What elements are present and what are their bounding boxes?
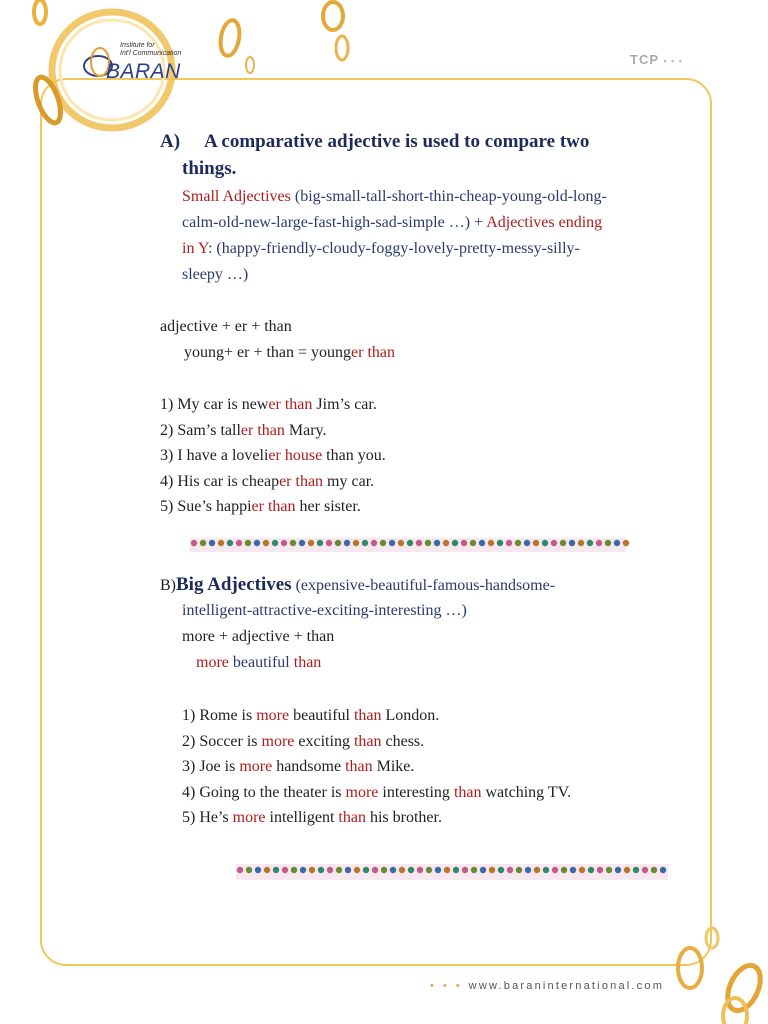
section-a-sentence-highlight: er than [268, 396, 313, 413]
baran-logo [78, 40, 248, 90]
section-b-formula: more + adjective + than [182, 628, 335, 645]
small-adjectives-list-cont: calm-old-new-large-fast-high-sad-simple …) + [182, 214, 487, 231]
section-b-sentence-adjective: intelligent [265, 809, 339, 826]
section-a-desc-line3 [182, 236, 580, 262]
section-a-sentence-highlight: er than [251, 498, 296, 515]
section-b-example [196, 650, 321, 676]
section-a-example-highlight: er than [351, 344, 396, 361]
section-a-sentence [160, 443, 386, 469]
section-a-sentence-highlight: er house [268, 447, 323, 464]
logo-tagline-line2: Int'l Communication [120, 50, 182, 57]
adjectives-ending-list: : (happy-friendly-cloudy-foggy-lovely-pretty-messy-silly- [207, 240, 580, 257]
section-b-sentence-than: than [353, 707, 382, 724]
section-b-example-more: more [196, 654, 229, 671]
section-a-example [184, 340, 395, 366]
section-a-sentence-end: her sister. [295, 498, 361, 515]
section-a-sentence [160, 392, 377, 418]
section-b-list-line2 [182, 598, 467, 624]
section-a-example-plain: young+ er + than = young [184, 344, 352, 361]
section-tag [630, 52, 683, 67]
section-b-sentence [182, 703, 439, 729]
section-a-sentence-end: than you. [322, 447, 386, 464]
section-a-title-line2: things. [182, 158, 237, 179]
ring-decoration [723, 998, 747, 1024]
section-a-sentence-start: 2) Sam’s tall [160, 421, 241, 439]
section-b-sentence-than: than [353, 732, 382, 750]
section-b-sentence [182, 754, 414, 780]
logo-tagline-line1: Institute for [120, 42, 155, 49]
big-adjectives-list-cont: intelligent-attractive-exciting-interesting …) [182, 602, 467, 619]
section-b-sentence-start: 3) Joe is [182, 758, 240, 775]
section-b-sentence-adjective: interesting [378, 783, 454, 801]
section-a-sentence-start: 5) Sue’s happi [160, 498, 252, 515]
section-b-sentence-end: his brother. [365, 809, 442, 826]
section-b-example-than: than [293, 654, 322, 671]
footer-dots: • • • [430, 980, 463, 992]
section-b-sentence-more: more [239, 758, 273, 775]
section-a-heading [160, 128, 680, 182]
section-b-sentence-adjective: handsome [272, 758, 346, 775]
section-a-sentence-highlight: er than [279, 472, 324, 490]
section-b-sentence-adjective: beautiful [289, 707, 354, 724]
section-b-sentence-start: 5) He’s [182, 809, 233, 826]
section-b-sentence [182, 780, 571, 806]
section-a-sentence-end: Jim’s car. [312, 396, 377, 413]
section-b-heading [160, 572, 555, 599]
section-b-sentence-more: more [261, 732, 295, 750]
footer-url: www.baraninternational.com [468, 980, 665, 992]
section-b-sentence-end: watching TV. [481, 783, 572, 801]
section-b-sentence-end: London. [381, 707, 440, 724]
section-a-letter: A) [160, 131, 181, 152]
section-b-title: Big Adjectives [176, 574, 292, 595]
small-adjectives-list: (big-small-tall-short-thin-cheap-young-old-long- [290, 188, 607, 205]
section-a-sentence [160, 469, 374, 495]
adjectives-ending-label: Adjectives ending [486, 214, 603, 231]
section-b-sentence-than: than [345, 758, 373, 775]
small-adjectives-label: Small Adjectives [182, 188, 291, 205]
section-tag-label: TCP [630, 52, 659, 67]
adjectives-ending-label-cont: in Y [182, 240, 208, 257]
section-b-sentence-end: Mike. [372, 758, 415, 775]
section-a-sentence [160, 494, 361, 520]
section-a-sentence-start: 3) I have a loveli [160, 447, 269, 464]
adjectives-ending-list-cont: sleepy …) [182, 266, 249, 283]
ring-decoration [323, 2, 343, 30]
section-a-sentence [160, 418, 327, 444]
section-b-sentence [182, 805, 442, 831]
logo-name: BARAN [106, 60, 181, 83]
section-b-sentence-than: than [338, 809, 366, 826]
section-b-example-adjective: beautiful [228, 654, 294, 671]
section-a-sentence-end: my car. [323, 472, 375, 490]
ring-decoration [336, 36, 348, 60]
section-a-sentence-end: Mary. [284, 421, 327, 439]
section-a-desc-line2 [182, 210, 602, 236]
section-b-sentence-start: 4) Going to the theater is [182, 783, 346, 801]
section-tag-dots: • • • [663, 56, 683, 66]
section-b-letter: B) [160, 577, 176, 594]
logo-tagline [120, 42, 181, 58]
section-b-sentence-more: more [345, 783, 379, 801]
section-a-desc-line4 [182, 262, 248, 288]
footer [430, 980, 664, 992]
section-b-sentence-more: more [232, 809, 266, 826]
section-b-sentence-end: chess. [381, 732, 425, 750]
section-b-sentence-than: than [453, 783, 482, 801]
section-a-sentence-start: 1) My car is new [160, 396, 269, 413]
section-a-sentence-highlight: er than [240, 421, 285, 439]
section-a-title-line1: A comparative adjective is used to compare two [204, 131, 590, 152]
section-b-sentence-adjective: exciting [294, 732, 354, 750]
section-b-sentence-start: 1) Rome is [182, 707, 257, 724]
section-b-sentence-start: 2) Soccer is [182, 732, 262, 750]
section-b-sentence [182, 729, 424, 755]
ring-decoration [34, 0, 46, 24]
big-adjectives-list: (expensive-beautiful-famous-handsome- [291, 577, 556, 594]
section-a-desc-line1 [182, 184, 607, 210]
section-b-sentence-more: more [256, 707, 290, 724]
section-a-formula: adjective + er + than [160, 318, 292, 335]
section-a-sentence-start: 4) His car is cheap [160, 472, 280, 490]
ring-decoration [721, 960, 767, 1015]
